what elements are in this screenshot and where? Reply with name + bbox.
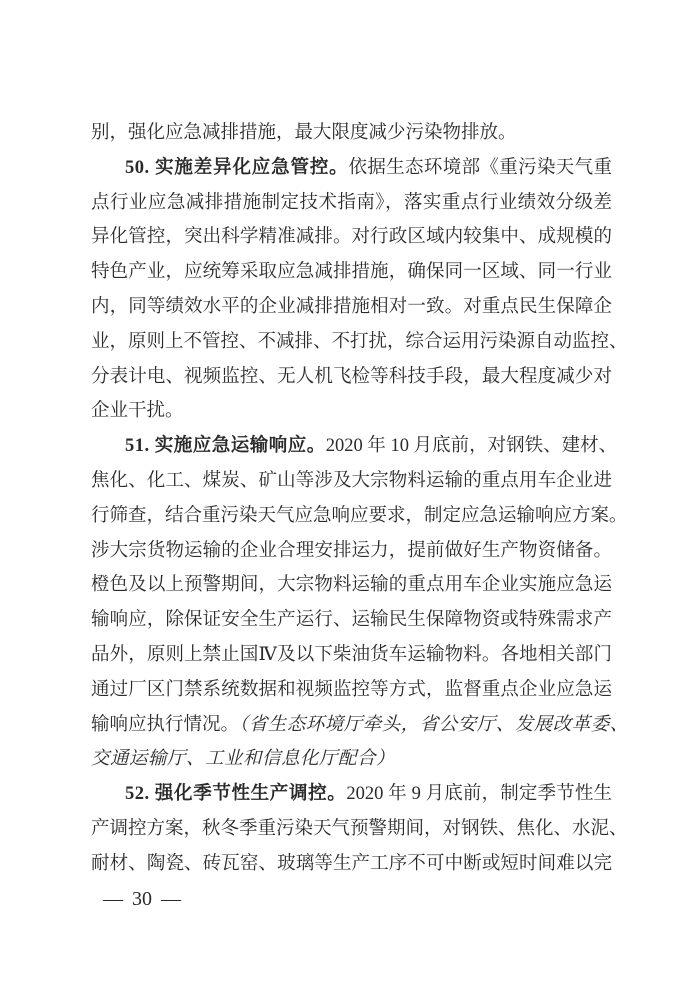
text-line xyxy=(91,394,612,429)
text-line xyxy=(91,847,612,882)
text-line xyxy=(91,742,612,777)
agency-attribution: （省生态环境厅牵头，省公安厅、发展改革委、 xyxy=(239,714,629,735)
text-line xyxy=(91,812,628,847)
body-text: 涉大宗货物运输的企业合理安排运力，提前做好生产物资储备。 xyxy=(91,540,612,561)
body-text: 橙色及以上预警期间，大宗物料运输的重点用车企业实施应急运 xyxy=(91,575,612,596)
body-text: 输响应执行情况。 xyxy=(91,714,240,735)
body-text: 业，原则上不管控、不减排、不打扰，综合运用污染源自动监控、 xyxy=(91,331,628,352)
text-line xyxy=(91,186,612,221)
text-line xyxy=(91,534,612,569)
footer-left-dash: — xyxy=(103,888,123,910)
text-line xyxy=(91,464,612,499)
body-text: 2020 年 10 月底前，对钢铁、建材、 xyxy=(325,436,618,457)
body-text: 行筛查，结合重污染天气应急响应要求，制定应急运输响应方案。 xyxy=(91,505,628,526)
document-body xyxy=(91,116,629,882)
body-text: 点行业应急减排措施制定技术指南》，落实重点行业绩效分级差 xyxy=(91,192,612,213)
text-line xyxy=(91,568,612,603)
body-text: 产调控方案，秋冬季重污染天气预警期间，对钢铁、焦化、水泥、 xyxy=(91,818,628,839)
page-footer xyxy=(103,888,181,910)
body-text: 输响应，除保证安全生产运行、运输民生保障物资或特殊需求产 xyxy=(91,610,612,631)
text-line xyxy=(91,638,612,673)
text-line xyxy=(91,673,612,708)
text-line xyxy=(91,429,618,464)
body-text: 焦化、化工、煤炭、矿山等涉及大宗物料运输的重点用车企业进 xyxy=(91,470,612,491)
paragraph-heading: 50. 实施差异化应急管控。 xyxy=(125,157,349,178)
body-text: 别，强化应急减排措施，最大限度减少污染物排放。 xyxy=(91,123,517,143)
text-line xyxy=(91,360,612,395)
agency-attribution: 交通运输厅、工业和信息化厅配合） xyxy=(91,749,396,770)
text-line xyxy=(91,116,612,151)
body-text: 分表计电、视频监控、无人机飞检等科技手段，最大程度减少对 xyxy=(91,366,612,387)
paragraph-heading: 52. 强化季节性生产调控。 xyxy=(125,784,347,805)
body-text: 2020 年 9 月底前，制定季节性生 xyxy=(346,784,612,805)
text-line xyxy=(91,325,628,360)
body-text: 特色产业，应统筹采取应急减排措施，确保同一区域、同一行业 xyxy=(91,262,612,283)
text-line xyxy=(91,290,612,325)
text-line xyxy=(91,151,612,186)
text-line xyxy=(91,499,628,534)
text-line xyxy=(91,708,629,743)
body-text: 异化管控，突出科学精准减排。对行政区域内较集中、成规模的 xyxy=(91,227,612,248)
body-text: 依据生态环境部《重污染天气重 xyxy=(348,157,612,178)
body-text: 通过厂区门禁系统数据和视频监控等方式，监督重点企业应急运 xyxy=(91,679,612,700)
text-line xyxy=(91,777,612,812)
body-text: 品外，原则上禁止国Ⅳ及以下柴油货车运输物料。各地相关部门 xyxy=(91,644,612,665)
page-number: 30 xyxy=(132,888,152,910)
text-line xyxy=(91,255,612,290)
text-line xyxy=(91,603,612,638)
body-text: 内，同等绩效水平的企业减排措施相对一致。对重点民生保障企 xyxy=(91,296,612,317)
paragraph-heading: 51. 实施应急运输响应。 xyxy=(125,436,326,457)
text-line xyxy=(91,220,612,255)
body-text: 企业干扰。 xyxy=(91,401,184,422)
body-text: 耐材、陶瓷、砖瓦窑、玻璃等生产工序不可中断或短时间难以完 xyxy=(91,853,612,874)
footer-right-dash: — xyxy=(161,888,181,910)
